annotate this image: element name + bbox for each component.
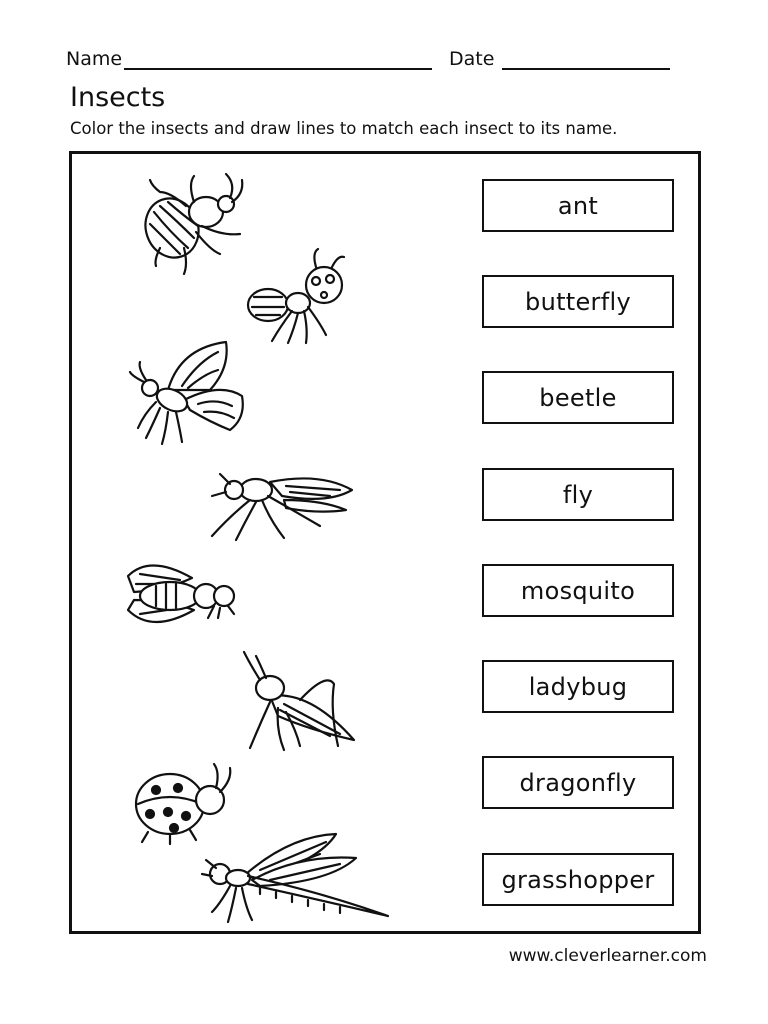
name-box-ladybug: ladybug <box>482 660 674 713</box>
worksheet-title: Insects <box>70 82 166 113</box>
mosquito-icon <box>210 460 360 545</box>
name-box-butterfly: butterfly <box>482 275 674 328</box>
ant-icon <box>244 245 354 350</box>
dragonfly-icon <box>200 830 395 930</box>
date-label: Date <box>449 48 495 70</box>
name-box-grasshopper: grasshopper <box>482 853 674 906</box>
name-box-mosquito: mosquito <box>482 564 674 617</box>
website-credit: www.cleverlearner.com <box>508 946 707 966</box>
name-box-fly: fly <box>482 468 674 521</box>
date-field[interactable] <box>502 68 670 70</box>
name-box-beetle: beetle <box>482 371 674 424</box>
name-box-ant: ant <box>482 179 674 232</box>
worksheet-instructions: Color the insects and draw lines to match each insect to its name. <box>70 119 618 138</box>
beetle-icon <box>130 162 250 277</box>
name-field[interactable] <box>124 68 432 70</box>
name-box-dragonfly: dragonfly <box>482 756 674 809</box>
grasshopper-icon <box>230 650 360 755</box>
fly-icon <box>120 556 245 636</box>
butterfly-icon <box>126 338 251 453</box>
name-label: Name <box>66 48 123 70</box>
